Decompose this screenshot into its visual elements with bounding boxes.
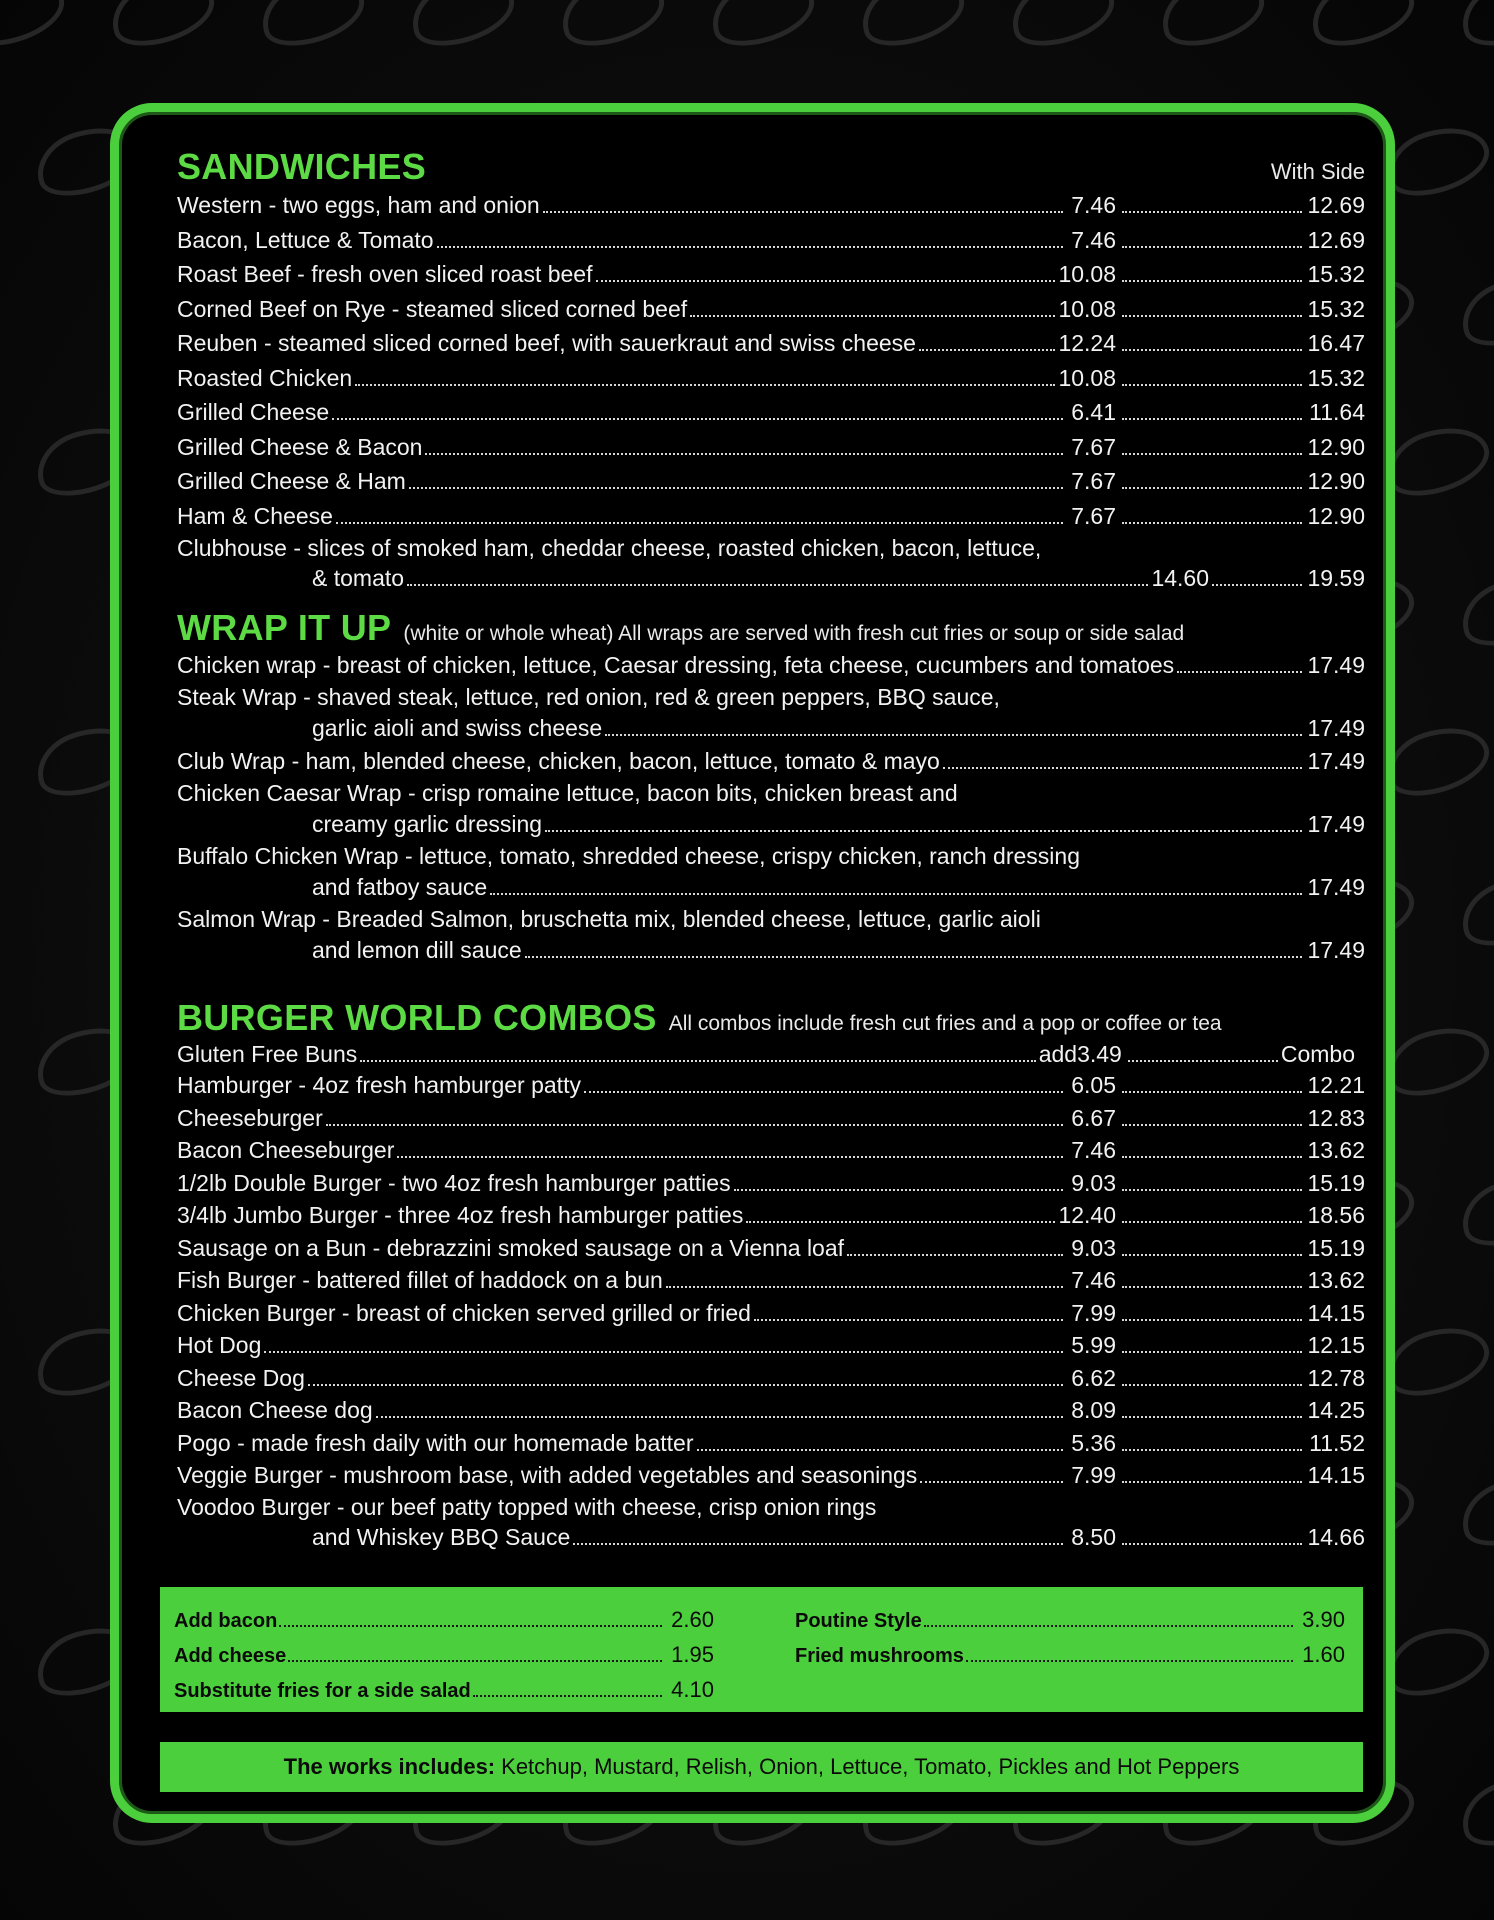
background-doodle (0, 0, 72, 57)
background-doodle (1453, 865, 1494, 956)
extras-right-column (795, 1603, 1345, 1712)
background-doodle (1153, 0, 1272, 57)
dot-leader (355, 384, 1055, 386)
dot-leader (525, 956, 1302, 958)
dot-leader (288, 1660, 662, 1662)
dot-leader (1122, 487, 1302, 489)
burger-price: 7.46 (1071, 1267, 1116, 1293)
burger-name: 3/4lb Jumbo Burger - three 4oz fresh hamburger patties (177, 1202, 744, 1228)
extra-label: Poutine Style (795, 1610, 922, 1632)
burger-name: Fish Burger - battered fillet of haddock on a bun (177, 1267, 663, 1293)
extra-item (795, 1603, 1345, 1638)
dot-leader (336, 522, 1063, 524)
voodoo-price: 8.50 (1071, 1523, 1116, 1550)
dot-leader (1177, 671, 1302, 673)
dot-leader (473, 1695, 662, 1697)
clubhouse-line2-text: & tomato (312, 565, 405, 591)
background-doodle (253, 0, 372, 57)
wraps-note: (white or whole wheat) All wraps are served with fresh cut fries or soup or side salad (403, 622, 1185, 645)
voodoo-combo-price: 14.66 (1307, 1523, 1365, 1550)
wrap-price: 17.49 (1307, 937, 1365, 963)
sandwich-side-price: 12.69 (1307, 192, 1365, 218)
burger-name: Hot Dog (177, 1332, 262, 1358)
burger-name: Cheeseburger (177, 1104, 323, 1131)
dot-leader (332, 418, 1063, 420)
dot-leader (924, 1625, 1293, 1627)
extra-label: Substitute fries for a side salad (174, 1680, 471, 1702)
burger-item (177, 1232, 1365, 1265)
background-doodle (1453, 565, 1494, 656)
gluten-free-name: Gluten Free Buns (177, 1041, 358, 1067)
sandwich-name: Western - two eggs, ham and onion (177, 192, 540, 218)
burger-name: Cheese Dog (177, 1364, 305, 1391)
burger-item (177, 1264, 1365, 1297)
wrap-price: 17.49 (1307, 652, 1365, 678)
gluten-free-row (177, 1039, 1365, 1069)
background-doodle (1378, 715, 1494, 806)
dot-leader (1122, 211, 1302, 213)
burger-combo-price: 15.19 (1307, 1234, 1365, 1261)
dot-leader (1122, 1416, 1302, 1418)
burger-price: 6.67 (1071, 1104, 1116, 1131)
wraps-title: WRAP IT UP (177, 607, 392, 648)
clubhouse-line1: Clubhouse - slices of smoked ham, cheddar cheese, roasted chicken, bacon, lettuce, (177, 535, 1042, 561)
sandwich-name: Grilled Cheese & Bacon (177, 433, 423, 460)
sandwiches-list (177, 188, 1365, 533)
sandwich-side-price: 15.32 (1307, 261, 1365, 287)
sandwich-item (177, 292, 1365, 327)
background-doodle (1453, 1465, 1494, 1556)
burger-price: 9.03 (1071, 1234, 1116, 1261)
extra-item (795, 1638, 1345, 1673)
sandwich-name: Roasted Chicken (177, 364, 353, 391)
wrap-line2 (177, 871, 1365, 904)
sandwich-side-price: 12.90 (1307, 468, 1365, 494)
background-doodle (403, 0, 522, 57)
burger-item (177, 1102, 1365, 1135)
voodoo-line2-text: and Whiskey BBQ Sauce (312, 1523, 571, 1550)
dot-leader (734, 1189, 1063, 1191)
extra-price: 1.95 (671, 1642, 714, 1667)
sandwich-price: 10.08 (1058, 364, 1116, 391)
sandwich-side-price: 12.90 (1307, 502, 1365, 529)
burger-price: 6.05 (1071, 1072, 1116, 1098)
sandwich-price: 10.08 (1058, 295, 1116, 322)
dot-leader (1122, 1286, 1302, 1288)
wrap-price: 17.49 (1307, 811, 1365, 837)
background-doodle (1378, 1015, 1494, 1106)
burger-combo-price: 12.21 (1307, 1072, 1365, 1098)
burger-name: 1/2lb Double Burger - two 4oz fresh hamburger patties (177, 1169, 731, 1196)
burger-price: 5.36 (1071, 1429, 1116, 1456)
burger-price: 7.99 (1071, 1462, 1116, 1488)
burger-combo-price: 12.15 (1307, 1332, 1365, 1358)
wrap-line2 (177, 934, 1365, 967)
dot-leader (1122, 1319, 1302, 1321)
burger-price: 7.46 (1071, 1137, 1116, 1163)
sandwich-side-price: 12.69 (1307, 226, 1365, 253)
combo-header: Combo (1280, 1041, 1355, 1067)
burger-combo-price: 13.62 (1307, 1267, 1365, 1293)
wrap-item (177, 649, 1365, 682)
wrap-item (177, 745, 1365, 778)
dot-leader (1122, 1351, 1302, 1353)
voodoo-line2 (177, 1522, 1365, 1552)
background-doodle (1378, 415, 1494, 506)
burger-item (177, 1427, 1365, 1460)
dot-leader (919, 349, 1055, 351)
sandwich-item (177, 223, 1365, 258)
dot-leader (437, 246, 1063, 248)
burger-price: 9.03 (1071, 1169, 1116, 1196)
background-doodle (1453, 0, 1494, 57)
sandwich-side-price: 12.90 (1307, 433, 1365, 460)
background-doodle (103, 0, 222, 57)
voodoo-item (177, 1492, 1365, 1552)
menu-content (177, 146, 1365, 1552)
dot-leader (966, 1660, 1293, 1662)
burger-item (177, 1329, 1365, 1362)
dot-leader (376, 1416, 1063, 1418)
background-doodle (703, 0, 822, 57)
wrap-line2 (177, 808, 1365, 841)
dot-leader (1122, 1156, 1302, 1158)
burger-price: 5.99 (1071, 1332, 1116, 1358)
wrap-line2-text: garlic aioli and swiss cheese (312, 715, 603, 741)
burger-item (177, 1134, 1365, 1167)
gluten-free-add-label: add (1038, 1041, 1078, 1067)
dot-leader (1122, 522, 1302, 524)
wrap-price: 17.49 (1307, 715, 1365, 741)
sandwich-item (177, 257, 1365, 292)
dot-leader (1122, 1221, 1302, 1223)
sandwich-price: 10.08 (1058, 261, 1116, 287)
dot-leader (1122, 1384, 1302, 1386)
background-doodle (853, 0, 972, 57)
sandwich-item (177, 430, 1365, 465)
extra-price: 1.60 (1302, 1642, 1345, 1667)
extra-item (174, 1673, 714, 1708)
sandwich-item (177, 361, 1365, 396)
wrap-line2-text: and fatboy sauce (312, 874, 488, 900)
wrap-item (177, 904, 1365, 967)
burger-combo-price: 15.19 (1307, 1169, 1365, 1196)
wrap-line2-text: creamy garlic dressing (312, 811, 543, 837)
sandwiches-title: SANDWICHES (177, 146, 427, 187)
works-label: The works includes: (283, 1754, 496, 1779)
extra-label: Fried mushrooms (795, 1645, 964, 1667)
burger-combo-price: 14.15 (1307, 1462, 1365, 1488)
burger-name: Bacon Cheese dog (177, 1397, 373, 1423)
sandwich-name: Roast Beef - fresh oven sliced roast beef (177, 261, 593, 287)
dot-leader (545, 830, 1302, 832)
works-text: Ketchup, Mustard, Relish, Onion, Lettuce, Tomato, Pickles and Hot Peppers (501, 1754, 1240, 1779)
background-doodle (1303, 0, 1422, 57)
sandwich-price: 7.67 (1071, 433, 1116, 460)
dot-leader (360, 1060, 1035, 1062)
wraps-list (177, 649, 1365, 967)
burgers-note: All combos include fresh cut fries and a pop or coffee or tea (668, 1012, 1222, 1035)
sandwich-price: 7.67 (1071, 468, 1116, 494)
wrap-line2 (177, 712, 1365, 745)
background-doodle (1378, 115, 1494, 206)
dot-leader (308, 1384, 1063, 1386)
burger-combo-price: 14.25 (1307, 1397, 1365, 1423)
sandwich-name: Grilled Cheese & Ham (177, 468, 406, 494)
dot-leader (690, 315, 1055, 317)
dot-leader (490, 893, 1302, 895)
sandwich-price: 6.41 (1071, 399, 1116, 425)
sandwich-name: Reuben - steamed sliced corned beef, with sauerkraut and swiss cheese (177, 330, 916, 356)
dot-leader (596, 280, 1056, 282)
burger-name: Bacon Cheeseburger (177, 1137, 395, 1163)
burgers-title: BURGER WORLD COMBOS (177, 997, 657, 1038)
wrap-name: Club Wrap - ham, blended cheese, chicken, bacon, lettuce, tomato & mayo (177, 748, 940, 774)
dot-leader (1122, 453, 1302, 455)
sandwich-price: 12.24 (1058, 330, 1116, 356)
burger-name: Sausage on a Bun - debrazzini smoked sausage on a Vienna loaf (177, 1234, 845, 1261)
dot-leader (573, 1543, 1063, 1545)
background-doodle (1378, 1615, 1494, 1706)
sandwich-price: 7.67 (1071, 502, 1116, 529)
burger-name: Chicken Burger - breast of chicken served grilled or fried (177, 1299, 751, 1326)
burger-item (177, 1362, 1365, 1395)
wrap-price: 17.49 (1307, 748, 1365, 774)
burger-name: Pogo - made fresh daily with our homemade batter (177, 1429, 694, 1456)
wrap-item (177, 682, 1365, 745)
wrap-name: Chicken wrap - breast of chicken, lettuce, Caesar dressing, feta cheese, cucumbers and tomatoes (177, 652, 1175, 678)
dot-leader (847, 1254, 1063, 1256)
extra-item (174, 1638, 714, 1673)
dot-leader (1122, 384, 1302, 386)
background-doodle (1453, 1765, 1494, 1856)
extra-price: 2.60 (671, 1607, 714, 1632)
wrap-price: 17.49 (1307, 874, 1365, 900)
burger-item (177, 1394, 1365, 1427)
background-doodle (1453, 1165, 1494, 1256)
dot-leader (397, 1156, 1063, 1158)
voodoo-line1: Voodoo Burger - our beef patty topped with cheese, crisp onion rings (177, 1493, 877, 1520)
burger-price: 6.62 (1071, 1364, 1116, 1391)
burger-item (177, 1199, 1365, 1232)
sandwich-name: Ham & Cheese (177, 502, 333, 529)
extras-left-column (174, 1603, 714, 1712)
burgers-list (177, 1069, 1365, 1492)
sandwich-side-price: 16.47 (1307, 330, 1365, 356)
burger-price: 8.09 (1071, 1397, 1116, 1423)
dot-leader (666, 1286, 1063, 1288)
dot-leader (409, 487, 1063, 489)
background-doodle (1003, 0, 1122, 57)
clubhouse-side-price: 19.59 (1307, 565, 1365, 591)
sandwich-name: Bacon, Lettuce & Tomato (177, 226, 434, 253)
dot-leader (697, 1449, 1064, 1451)
burger-combo-price: 12.83 (1307, 1104, 1365, 1131)
dot-leader (605, 734, 1302, 736)
wrap-line1: Steak Wrap - shaved steak, lettuce, red onion, red & green peppers, BBQ sauce, (177, 684, 1000, 710)
with-side-header: With Side (1270, 159, 1365, 184)
wrap-item (177, 841, 1365, 904)
dot-leader (1122, 1254, 1302, 1256)
sandwich-name: Corned Beef on Rye - steamed sliced corned beef (177, 295, 688, 322)
sandwich-item (177, 499, 1365, 534)
dot-leader (1122, 349, 1302, 351)
dot-leader (1122, 1189, 1302, 1191)
wrap-line1: Salmon Wrap - Breaded Salmon, bruschetta mix, blended cheese, lettuce, garlic aioli (177, 906, 1041, 932)
dot-leader (1122, 1124, 1302, 1126)
dot-leader (1122, 315, 1302, 317)
burger-price: 12.40 (1058, 1202, 1116, 1228)
dot-leader (1122, 1091, 1302, 1093)
dot-leader (754, 1319, 1063, 1321)
dot-leader (1122, 246, 1302, 248)
sandwich-side-price: 11.64 (1309, 399, 1365, 425)
clubhouse-line2 (177, 563, 1365, 593)
sandwiches-header (177, 146, 1365, 188)
burgers-header (177, 997, 1365, 1039)
burger-combo-price: 11.52 (1309, 1429, 1365, 1456)
dot-leader (425, 453, 1063, 455)
wrap-line2-text: and lemon dill sauce (312, 937, 522, 963)
background-doodle (1378, 1315, 1494, 1406)
dot-leader (1122, 418, 1302, 420)
sandwich-item (177, 326, 1365, 361)
sandwich-item (177, 188, 1365, 223)
dot-leader (1128, 1060, 1278, 1062)
sandwich-item (177, 395, 1365, 430)
dot-leader (746, 1221, 1055, 1223)
wrap-line1: Chicken Caesar Wrap - crisp romaine lettuce, bacon bits, chicken breast and (177, 780, 958, 806)
sandwich-price: 7.46 (1071, 226, 1116, 253)
dot-leader (1122, 1543, 1302, 1545)
clubhouse-price: 14.60 (1151, 565, 1209, 591)
burger-combo-price: 18.56 (1307, 1202, 1365, 1228)
wrap-item (177, 778, 1365, 841)
burger-name: Hamburger - 4oz fresh hamburger patty (177, 1072, 581, 1098)
burger-combo-price: 14.15 (1307, 1299, 1365, 1326)
dot-leader (1122, 1481, 1302, 1483)
dot-leader (326, 1124, 1063, 1126)
works-banner (160, 1742, 1363, 1792)
dot-leader (1212, 584, 1302, 586)
extras-box (160, 1587, 1363, 1712)
dot-leader (407, 584, 1148, 586)
burger-price: 7.99 (1071, 1299, 1116, 1326)
dot-leader (264, 1351, 1063, 1353)
burger-item (177, 1459, 1365, 1492)
dot-leader (1122, 1449, 1302, 1451)
extra-price: 3.90 (1302, 1607, 1345, 1632)
sandwich-price: 7.46 (1071, 192, 1116, 218)
sandwich-name: Grilled Cheese (177, 399, 330, 425)
burger-combo-price: 13.62 (1307, 1137, 1365, 1163)
extra-item (174, 1603, 714, 1638)
wrap-line1: Buffalo Chicken Wrap - lettuce, tomato, shredded cheese, crispy chicken, ranch dressing (177, 843, 1080, 869)
sandwich-side-price: 15.32 (1307, 295, 1365, 322)
background-doodle (553, 0, 672, 57)
sandwich-item (177, 464, 1365, 499)
clubhouse-item (177, 533, 1365, 593)
dot-leader (279, 1625, 662, 1627)
wraps-header (177, 607, 1365, 649)
extra-label: Add cheese (174, 1645, 287, 1667)
burger-combo-price: 12.78 (1307, 1364, 1365, 1391)
menu-panel (110, 103, 1395, 1823)
background-doodle (1453, 265, 1494, 356)
burger-item (177, 1297, 1365, 1330)
dot-leader (943, 767, 1302, 769)
burger-item (177, 1069, 1365, 1102)
gluten-free-price: 3.49 (1077, 1041, 1122, 1067)
dot-leader (1122, 280, 1302, 282)
dot-leader (920, 1481, 1063, 1483)
sandwich-side-price: 15.32 (1307, 364, 1365, 391)
dot-leader (543, 211, 1063, 213)
burger-name: Veggie Burger - mushroom base, with added vegetables and seasonings (177, 1462, 918, 1488)
extra-price: 4.10 (671, 1677, 714, 1702)
extra-label: Add bacon (174, 1610, 278, 1632)
burger-item (177, 1167, 1365, 1200)
dot-leader (584, 1091, 1063, 1093)
